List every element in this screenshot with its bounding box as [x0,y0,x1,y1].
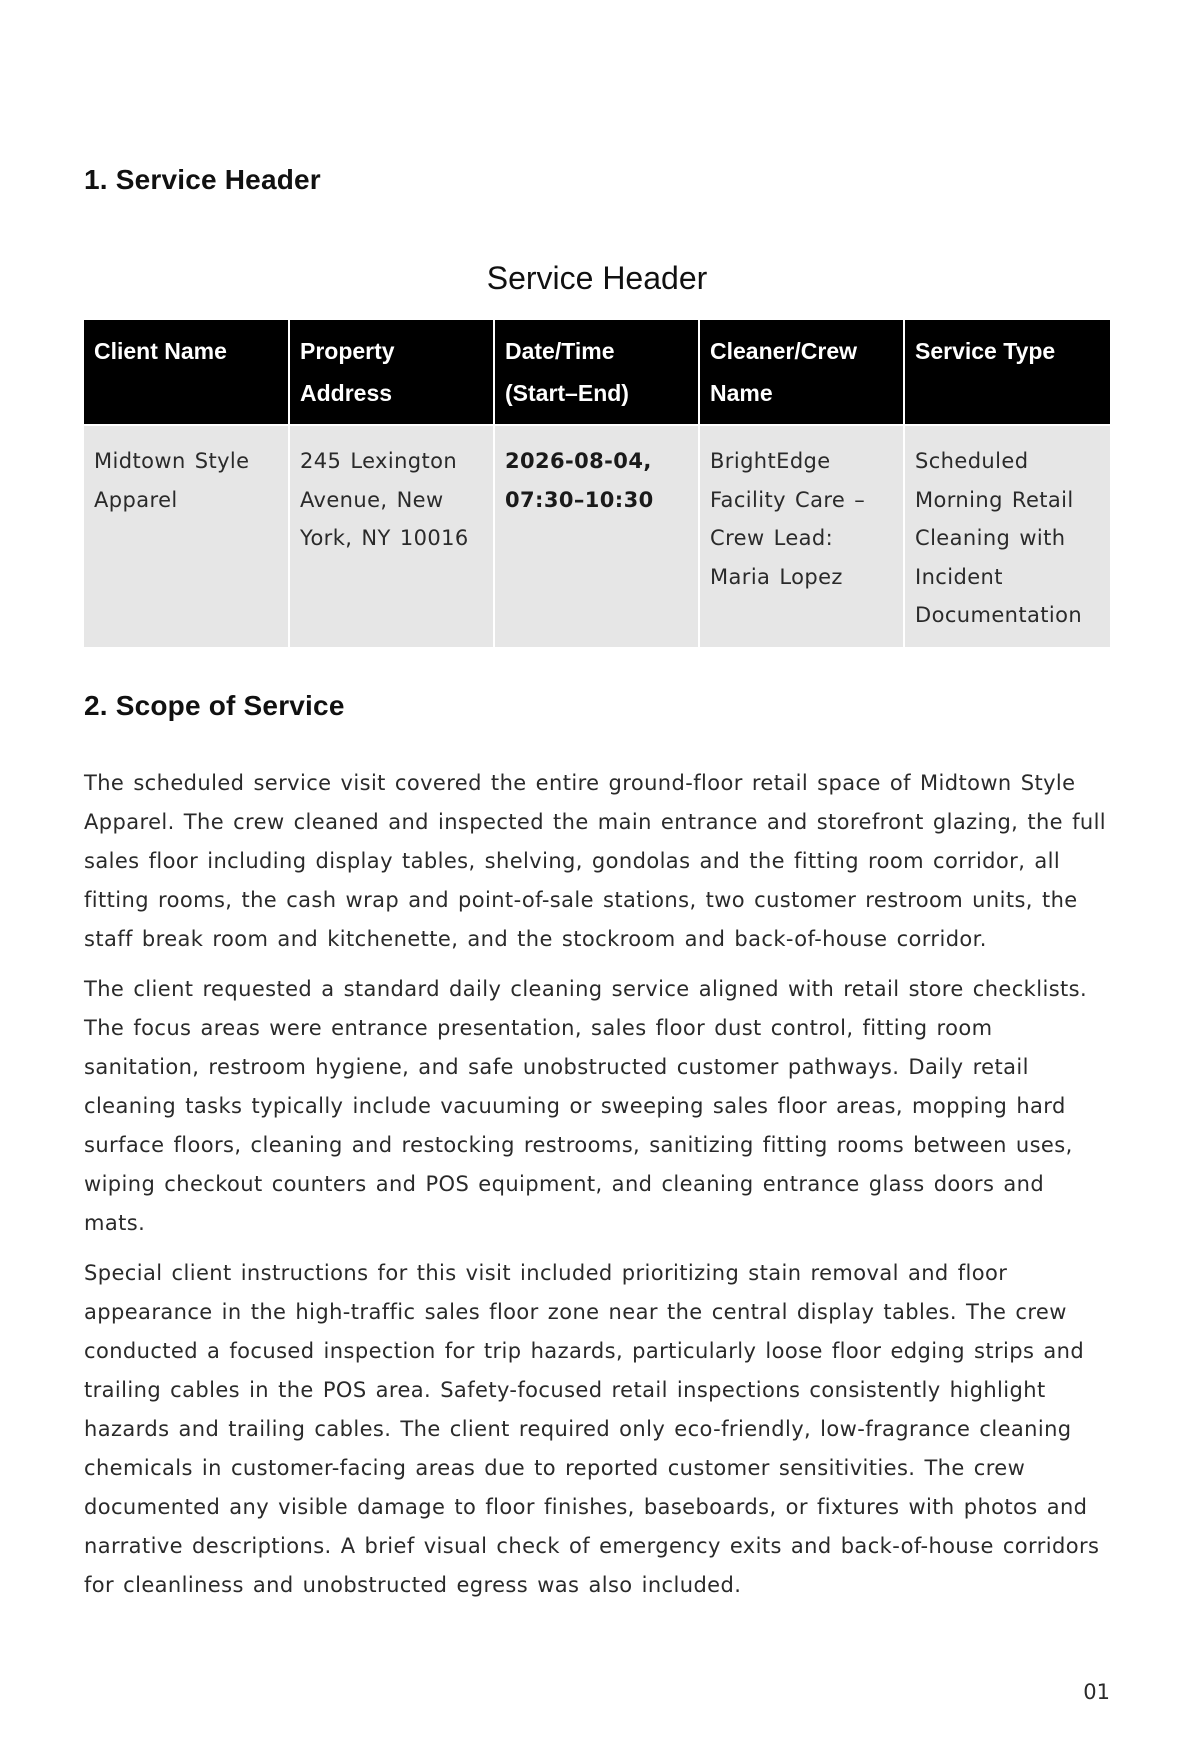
cell-crew-name: BrightEdge Facility Care – Crew Lead: Maria Lopez [699,425,904,647]
table-header-row [84,320,1110,425]
cell-client-name: Midtown Style Apparel [84,425,289,647]
paragraph: The client requested a standard daily cleaning service aligned with retail store checklists. The focus areas were entrance presentation, sales floor dust control, fitting room sanitation, restroom hygiene, and safe unobstructed customer pathways. Daily retail cleaning tasks typically include vacuuming or sweeping sales floor areas, mopping hard surface floors, cleaning and restocking restrooms, sanitizing fitting rooms between uses, wiping checkout counters and POS equipment, and cleaning entrance glass doors and mats. [84,977,1088,1235]
cell-property-address: 245 Lexington Avenue, New York, NY 10016 [289,425,494,647]
paragraph: The scheduled service visit covered the entire ground-floor retail space of Midtown Style Apparel. The crew cleaned and inspected the main entrance and storefront glazing, the full sales floor including display tables, shelving, gondolas and the fitting room corridor, all fitting rooms, the cash wrap and point-of-sale stations, two customer restroom units, the staff break room and kitchenette, and the stockroom and back-of-house corridor. [84,771,1107,951]
column-header-service-type: Service Type [904,320,1110,425]
section-heading-scope-of-service: 2. Scope of Service [84,690,345,721]
column-header-property-address: Property Address [289,320,494,425]
page-number: 01 [1083,1680,1110,1704]
section-heading-service-header: 1. Service Header [84,164,321,195]
table-caption: Service Header [486,260,708,296]
column-header-date-time: Date/Time (Start–End) [494,320,699,425]
paragraph: Special client instructions for this visit included prioritizing stain removal and floor appearance in the high-traffic sales floor zone near the central display tables. The crew conducted a focused inspection for trip hazards, particularly loose floor edging strips and trailing cables in the POS area. Safety-focused retail inspections consistently highlight hazards and trailing cables. The client required only eco-friendly, low-fragrance cleaning chemicals in customer-facing areas due to reported customer sensitivities. The crew documented any visible damage to floor finishes, baseboards, or fixtures with photos and narrative descriptions. A brief visual check of emergency exits and back-of-house corridors for cleanliness and unobstructed egress was also included. [84,1261,1100,1597]
table-row [84,425,1110,647]
cell-service-type: Scheduled Morning Retail Cleaning with Incident Documentation [904,425,1110,647]
service-header-table [84,320,1110,647]
column-header-client-name: Client Name [84,320,289,425]
column-header-crew-name: Cleaner/Crew Name [699,320,904,425]
scope-body-text [84,764,1110,1616]
cell-date-time [494,425,699,647]
date-time-value: 2026-08-04, 07:30–10:30 [505,449,654,512]
